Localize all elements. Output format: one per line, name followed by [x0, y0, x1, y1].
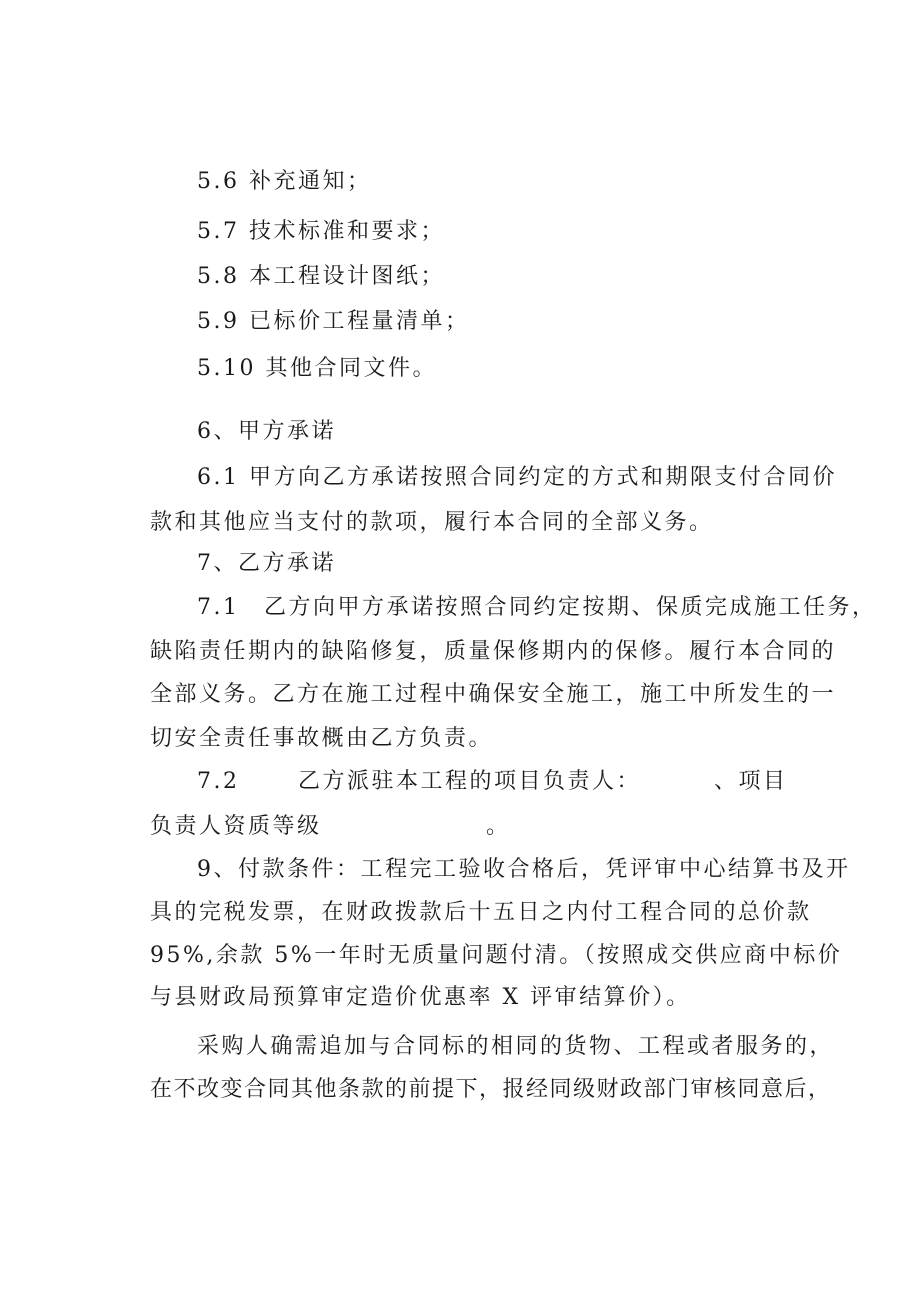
text-line: 在不改变合同其他条款的前提下，报经同级财政部门审核同意后，	[150, 1077, 832, 1102]
section-heading: 7、乙方承诺	[197, 551, 336, 576]
text-line: 95%,余款 5%一年时无质量问题付清。（按照成交供应商中标价	[150, 943, 843, 968]
text-line: 款和其他应当支付的款项，履行本合同的全部义务。	[150, 510, 714, 535]
section-heading: 6、甲方承诺	[197, 419, 336, 444]
text-line: 5.6 补充通知；	[197, 169, 372, 194]
text-line: 。	[486, 814, 511, 839]
text-line: 5.7 技术标准和要求；	[197, 219, 445, 244]
text-line: 7.1 乙方向甲方承诺按照合同约定按期、保质完成施工任务，	[197, 595, 877, 620]
text-line: 5.9 已标价工程量清单；	[197, 309, 470, 334]
text-line: 缺陷责任期内的缺陷修复，质量保修期内的保修。履行本合同的	[150, 639, 837, 664]
text-line: 切安全责任事故概由乙方负责。	[150, 726, 494, 751]
text-line: 具的完税发票，在财政拨款后十五日之内付工程合同的总价款	[150, 900, 812, 925]
text-line: 9、付款条件：工程完工验收合格后，凭评审中心结算书及开	[197, 857, 851, 882]
text-line: 、项目	[714, 769, 788, 794]
text-line: 采购人确需追加与合同标的相同的货物、工程或者服务的，	[197, 1034, 835, 1059]
text-line: 负责人资质等级	[150, 814, 322, 839]
text-line: 全部义务。乙方在施工过程中确保安全施工，施工中所发生的一	[150, 682, 837, 707]
text-line: 乙方派驻本工程的项目负责人：	[298, 769, 642, 794]
text-line: 与县财政局预算审定造价优惠率 X 评审结算价）。	[150, 985, 691, 1010]
text-line: 5.10 其他合同文件。	[197, 356, 437, 381]
clause-number: 7.2	[197, 769, 240, 794]
text-line: 5.8 本工程设计图纸；	[197, 264, 445, 289]
text-line: 6.1 甲方向乙方承诺按照合同约定的方式和期限支付合同价	[197, 465, 837, 490]
